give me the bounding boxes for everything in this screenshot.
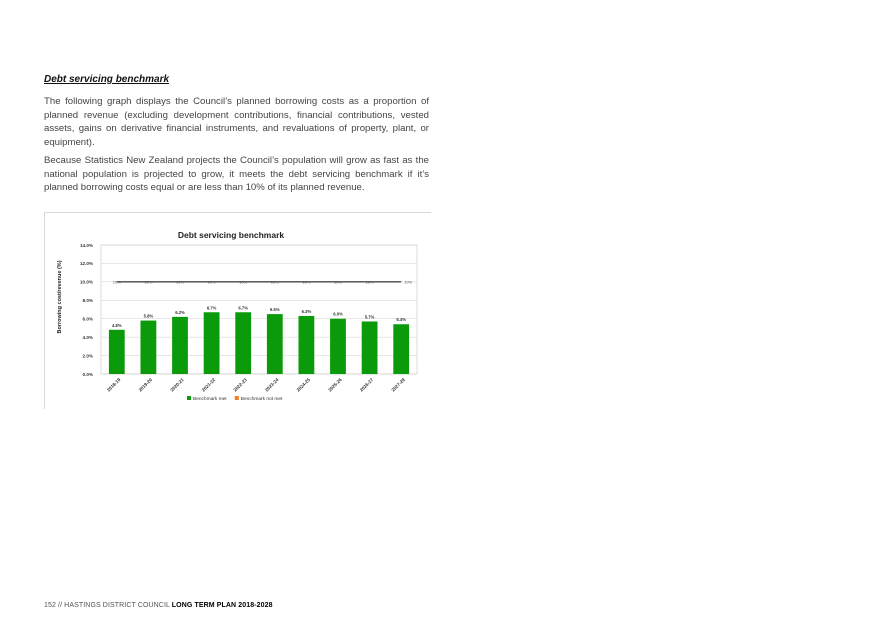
- data-label: 5.4%: [396, 317, 406, 323]
- y-tick-label: 12.0%: [79, 261, 93, 267]
- y-tick-label: 14.0%: [79, 242, 93, 248]
- page-number: 152: [44, 602, 56, 609]
- legend-label: Benchmark met: [193, 397, 227, 402]
- legend-swatch: [235, 396, 239, 400]
- y-tick-label: 0.0%: [82, 371, 93, 377]
- footer-council: HASTINGS DISTRICT COUNCIL: [64, 602, 172, 609]
- benchmark-label: 10%: [207, 279, 216, 285]
- data-label: 6.0%: [333, 311, 343, 317]
- benchmark-label: 10%: [302, 279, 311, 285]
- x-tick-label: 2026-27: [358, 377, 375, 393]
- y-tick-label: 10.0%: [79, 279, 93, 285]
- x-tick-label: 2022-23: [232, 377, 248, 393]
- page-footer: [44, 602, 273, 609]
- benchmark-label: 10%: [365, 279, 374, 285]
- legend-swatch: [187, 396, 191, 400]
- data-label: 5.8%: [143, 313, 154, 319]
- data-label: 6.7%: [238, 305, 248, 311]
- y-tick-label: 4.0%: [82, 334, 93, 340]
- bar: [330, 319, 346, 374]
- data-label: 5.7%: [364, 314, 375, 320]
- y-tick-label: 6.0%: [82, 316, 93, 322]
- data-label: 6.7%: [206, 305, 217, 311]
- footer-plan-title: LONG TERM PLAN 2018-2028: [171, 602, 273, 609]
- y-tick-label: 8.0%: [82, 298, 93, 304]
- bar: [109, 330, 125, 374]
- bar: [235, 312, 251, 374]
- benchmark-label: 10%: [239, 279, 248, 285]
- benchmark-label: 10%: [404, 279, 413, 285]
- chart-y-axis-label: Borrowing cost/revenue (%): [57, 260, 63, 334]
- intro-paragraph: The following graph displays the Council’s planned borrowing costs as a proportion of planned revenue (excluding development contributions, financial contributions, vested assets, gains on derivative financial instruments, and revaluations of property, plant, or equipment).: [44, 96, 429, 149]
- data-label: 6.2%: [175, 309, 185, 315]
- x-tick-label: 2021-22: [200, 377, 217, 393]
- bar: [299, 316, 315, 374]
- y-tick-label: 2.0%: [82, 353, 93, 359]
- section-heading: Debt servicing benchmark: [44, 74, 170, 85]
- bar: [267, 314, 283, 374]
- chart-canvas: [45, 213, 432, 410]
- chart-title: Debt servicing benchmark: [177, 230, 285, 240]
- x-tick-label: 2019-20: [137, 377, 154, 393]
- legend-label: Benchmark not met: [240, 397, 283, 402]
- x-tick-label: 2023-24: [264, 377, 280, 393]
- benchmark-label: 10%: [175, 279, 185, 285]
- benchmark-label: 10%: [112, 279, 121, 285]
- data-label: 6.5%: [270, 307, 280, 313]
- bar: [393, 324, 409, 374]
- debt-servicing-chart: [44, 212, 431, 409]
- benchmark-label: 10%: [333, 279, 343, 285]
- x-tick-label: 2018-19: [106, 377, 122, 393]
- bar: [204, 312, 220, 374]
- bar: [141, 321, 157, 374]
- bar: [362, 321, 378, 374]
- x-tick-label: 2024-25: [295, 377, 312, 393]
- benchmark-paragraph: Because Statistics New Zealand projects the Council’s population will grow as fast as the national population is projected to grow, it meets the debt servicing benchmark if it’s planned borrowing costs equal or are less than 10% of its planned revenue.: [44, 155, 429, 194]
- bar: [172, 317, 188, 374]
- x-tick-label: 2020-21: [169, 377, 185, 393]
- benchmark-label: 10%: [144, 279, 153, 285]
- x-tick-label: 2027-28: [390, 377, 406, 393]
- data-label: 4.8%: [112, 322, 122, 328]
- x-tick-label: 2025-26: [327, 377, 343, 393]
- footer-separator: //: [55, 602, 65, 609]
- data-label: 6.3%: [301, 308, 312, 314]
- benchmark-label: 10%: [270, 279, 279, 285]
